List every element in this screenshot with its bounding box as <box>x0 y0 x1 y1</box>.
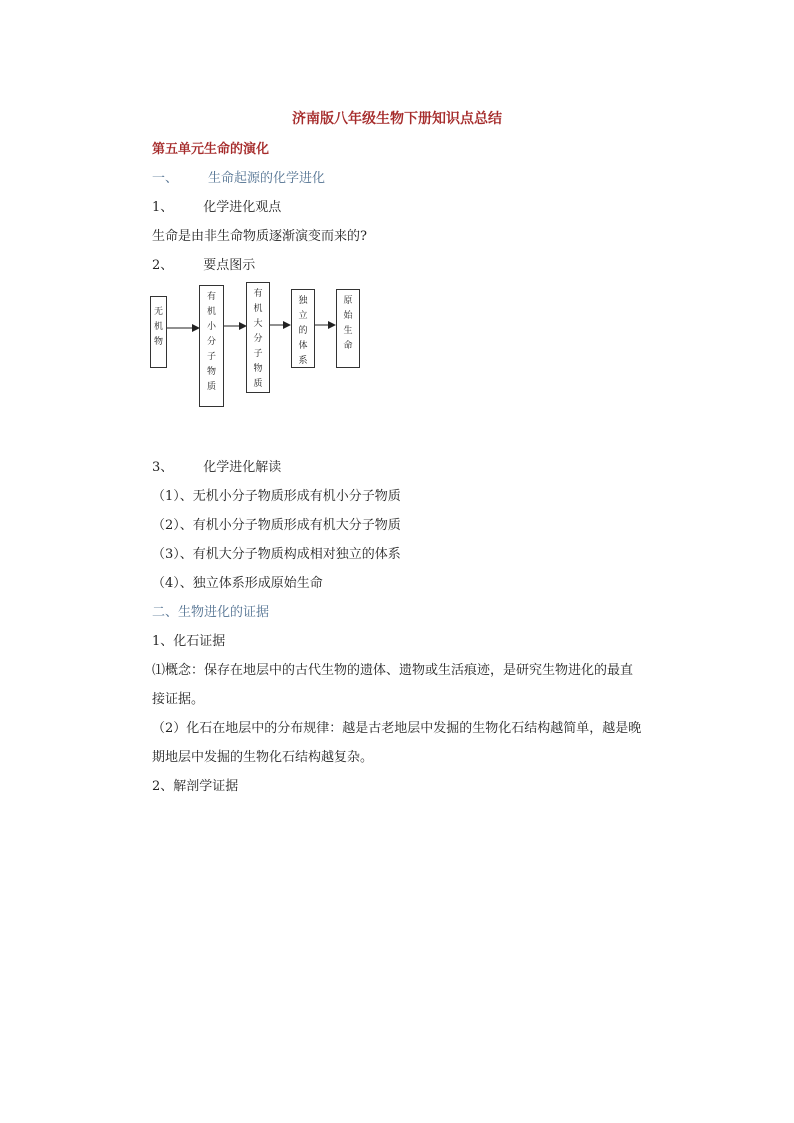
box-char: 小 <box>206 322 216 332</box>
box-char: 无 <box>153 307 163 317</box>
box-char: 机 <box>153 322 163 332</box>
item-heading-3 <box>152 460 281 476</box>
interpretation-item: （1）、无机小分子物质形成有机小分子物质 <box>152 489 401 504</box>
item-number: 3、 <box>152 460 174 475</box>
item-label: 化学进化解读 <box>203 460 282 475</box>
box-independent-system <box>291 289 315 368</box>
box-char: 有 <box>206 292 216 302</box>
box-char: 分 <box>206 337 216 347</box>
box-char: 独 <box>298 296 308 306</box>
box-char: 体 <box>298 341 308 351</box>
box-char: 系 <box>298 356 308 366</box>
anatomy-heading: 2、解剖学证据 <box>152 779 239 794</box>
item-label: 要点图示 <box>203 258 256 273</box>
box-inorganic <box>150 296 167 368</box>
fossil-heading: 1、化石证据 <box>152 634 226 649</box>
box-char: 原 <box>343 296 353 306</box>
fossil-concept-line: ⑴概念：保存在地层中的古代生物的遗体、遗物或生活痕迹，是研究生物进化的最直 <box>152 663 634 678</box>
box-char: 质 <box>253 379 263 389</box>
box-primitive-life <box>336 289 360 368</box>
interpretation-item: （4）、独立体系形成原始生命 <box>152 576 323 591</box>
box-char: 有 <box>253 289 263 299</box>
box-char: 命 <box>343 341 353 351</box>
item-number: 1、 <box>152 200 174 215</box>
box-char: 立 <box>298 311 308 321</box>
box-char: 生 <box>343 326 353 336</box>
box-char: 大 <box>253 319 263 329</box>
fossil-distribution-line: 期地层中发掘的生物化石结构越复杂。 <box>152 750 374 765</box>
box-char: 质 <box>206 382 216 392</box>
box-organic-small-molecules <box>199 285 224 407</box>
section-heading-2: 二、生物进化的证据 <box>152 605 270 620</box>
box-char: 机 <box>206 307 216 317</box>
section-label: 生命起源的化学进化 <box>208 171 326 186</box>
box-char: 子 <box>253 349 263 359</box>
box-char: 物 <box>253 364 263 374</box>
item-label: 化学进化观点 <box>203 200 282 215</box>
unit-heading: 第五单元生命的演化 <box>152 142 270 157</box>
box-char: 始 <box>343 311 353 321</box>
box-char: 机 <box>253 304 263 314</box>
box-char: 物 <box>206 367 216 377</box>
box-char: 物 <box>153 337 163 347</box>
box-organic-large-molecules <box>246 282 270 393</box>
box-char: 的 <box>298 326 308 336</box>
item1-text: 生命是由非生命物质逐渐演变而来的? <box>152 229 367 244</box>
fossil-concept-line: 接证据。 <box>152 692 205 707</box>
fossil-distribution-line: （2）化石在地层中的分布规律：越是古老地层中发掘的生物化石结构越简单，越是晚 <box>152 721 642 736</box>
box-char: 子 <box>206 352 216 362</box>
box-char: 分 <box>253 334 263 344</box>
item-number: 2、 <box>152 258 174 273</box>
interpretation-item: （2）、有机小分子物质形成有机大分子物质 <box>152 518 401 533</box>
interpretation-item: （3）、有机大分子物质构成相对独立的体系 <box>152 547 401 562</box>
section-number: 一、 <box>152 171 179 186</box>
page-title: 济南版八年级生物下册知识点总结 <box>292 111 502 127</box>
